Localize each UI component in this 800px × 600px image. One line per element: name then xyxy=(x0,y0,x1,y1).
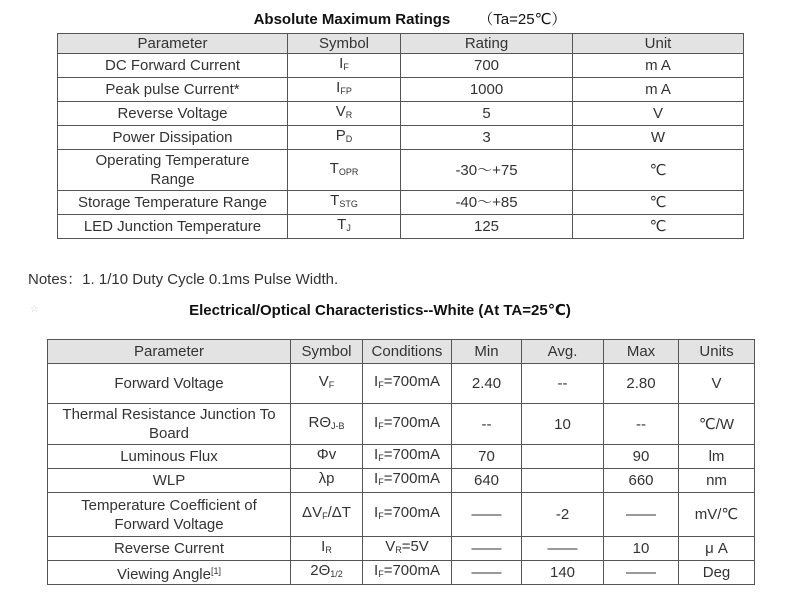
cell-avg: 140 xyxy=(522,561,604,585)
header-parameter: Parameter xyxy=(58,34,288,54)
decorative-star-icon: ☆ xyxy=(30,304,39,315)
table2-header-row xyxy=(48,340,755,364)
cell-parameter: Viewing Angle[1] xyxy=(48,561,291,585)
cell-conditions: $I_F=700mA$ xyxy=(363,364,452,404)
cell-avg: -2 xyxy=(522,493,604,537)
cell-conditions: $I_F=700mA$ xyxy=(363,469,452,493)
table1-title-text: Absolute Maximum Ratings xyxy=(253,11,451,28)
cell-conditions: $I_F=700mA$ xyxy=(363,404,452,445)
cell-max: —— xyxy=(604,493,679,537)
header-max: Max xyxy=(604,340,679,364)
cell-unit: ℃ xyxy=(573,150,744,191)
header-unit: Unit xyxy=(573,34,744,54)
cell-units: Deg xyxy=(679,561,755,585)
cell-symbol: $V_R$ xyxy=(288,102,401,126)
table-row xyxy=(48,561,755,585)
header-min: Min xyxy=(452,340,522,364)
cell-avg: 10 xyxy=(522,404,604,445)
cell-conditions: $I_F=700mA$ xyxy=(363,445,452,469)
electrical-optical-table xyxy=(47,339,755,585)
cell-units: V xyxy=(679,364,755,404)
cell-avg xyxy=(522,445,604,469)
cell-rating: 700 xyxy=(401,54,573,78)
absolute-max-ratings-table xyxy=(57,33,744,239)
cell-units: mV/℃ xyxy=(679,493,755,537)
cell-min: 640 xyxy=(452,469,522,493)
cell-unit: V xyxy=(573,102,744,126)
cell-symbol: Φv xyxy=(291,445,363,469)
table-row xyxy=(58,102,744,126)
table-row xyxy=(58,150,744,191)
cell-symbol: $I_R$ xyxy=(291,537,363,561)
table1-header-row xyxy=(58,34,744,54)
table-row xyxy=(58,126,744,150)
cell-max: 2.80 xyxy=(604,364,679,404)
table1-title-condition: （Ta=25℃） xyxy=(478,11,567,28)
table-row xyxy=(48,469,755,493)
cell-unit: ℃ xyxy=(573,191,744,215)
cell-symbol: $V_F$ xyxy=(291,364,363,404)
header-rating: Rating xyxy=(401,34,573,54)
cell-parameter: Forward Voltage xyxy=(48,364,291,404)
cell-parameter: Luminous Flux xyxy=(48,445,291,469)
cell-parameter: Reverse Current xyxy=(48,537,291,561)
cell-parameter: Temperature Coefficient of Forward Voltage xyxy=(48,493,291,537)
cell-parameter: Reverse Voltage xyxy=(58,102,288,126)
cell-max: -- xyxy=(604,404,679,445)
cell-symbol: $\Delta V_F/\Delta T$ xyxy=(291,493,363,537)
table-row xyxy=(58,215,744,239)
cell-symbol: $R\Theta_{J-B}$ xyxy=(291,404,363,445)
cell-parameter: LED Junction Temperature xyxy=(58,215,288,239)
cell-min: -- xyxy=(452,404,522,445)
cell-min: 70 xyxy=(452,445,522,469)
cell-rating: 1000 xyxy=(401,78,573,102)
cell-parameter: WLP xyxy=(48,469,291,493)
header-symbol: Symbol xyxy=(291,340,363,364)
cell-units: ℃/W xyxy=(679,404,755,445)
cell-unit: m A xyxy=(573,78,744,102)
cell-rating: 5 xyxy=(401,102,573,126)
cell-parameter: DC Forward Current xyxy=(58,54,288,78)
cell-units: μ A xyxy=(679,537,755,561)
header-parameter: Parameter xyxy=(48,340,291,364)
cell-symbol: λp xyxy=(291,469,363,493)
cell-max: 90 xyxy=(604,445,679,469)
table-row xyxy=(48,364,755,404)
cell-max: 660 xyxy=(604,469,679,493)
notes-text: Notes：1. 1/10 Duty Cycle 0.1ms Pulse Width. xyxy=(28,271,339,288)
header-units: Units xyxy=(679,340,755,364)
cell-units: nm xyxy=(679,469,755,493)
cell-max: —— xyxy=(604,561,679,585)
cell-symbol: $P_D$ xyxy=(288,126,401,150)
cell-units: lm xyxy=(679,445,755,469)
table-row xyxy=(48,537,755,561)
cell-rating: -40～+85 xyxy=(401,191,573,215)
cell-symbol: $T_{STG}$ xyxy=(288,191,401,215)
cell-parameter: Operating Temperature Range xyxy=(58,150,288,191)
table-row xyxy=(58,191,744,215)
cell-parameter: Peak pulse Current* xyxy=(58,78,288,102)
header-conditions: Conditions xyxy=(363,340,452,364)
cell-symbol: $I_{FP}$ xyxy=(288,78,401,102)
cell-symbol: $2\Theta_{1/2}$ xyxy=(291,561,363,585)
cell-parameter: Storage Temperature Range xyxy=(58,191,288,215)
cell-symbol: $T_J$ xyxy=(288,215,401,239)
table-row xyxy=(58,54,744,78)
cell-conditions: $V_R=5V$ xyxy=(363,537,452,561)
cell-conditions: $I_F=700mA$ xyxy=(363,493,452,537)
cell-min: 2.40 xyxy=(452,364,522,404)
cell-symbol: $T_{OPR}$ xyxy=(288,150,401,191)
cell-unit: ℃ xyxy=(573,215,744,239)
cell-rating: 3 xyxy=(401,126,573,150)
cell-max: 10 xyxy=(604,537,679,561)
cell-conditions: $I_F=700mA$ xyxy=(363,561,452,585)
cell-avg xyxy=(522,469,604,493)
cell-rating: -30～+75 xyxy=(401,150,573,191)
cell-avg: -- xyxy=(522,364,604,404)
header-symbol: Symbol xyxy=(288,34,401,54)
table1-title xyxy=(10,8,800,29)
table-row xyxy=(48,445,755,469)
table-row xyxy=(48,404,755,445)
cell-parameter: Thermal Resistance Junction To Board xyxy=(48,404,291,445)
table2-title: Electrical/Optical Characteristics--White (At TA=25℃) xyxy=(189,302,571,319)
cell-min: —— xyxy=(452,493,522,537)
header-avg: Avg. xyxy=(522,340,604,364)
cell-parameter: Power Dissipation xyxy=(58,126,288,150)
cell-unit: m A xyxy=(573,54,744,78)
cell-min: —— xyxy=(452,537,522,561)
cell-min: —— xyxy=(452,561,522,585)
cell-unit: W xyxy=(573,126,744,150)
cell-avg: —— xyxy=(522,537,604,561)
table-row xyxy=(58,78,744,102)
table-row xyxy=(48,493,755,537)
cell-rating: 125 xyxy=(401,215,573,239)
cell-symbol: $I_F$ xyxy=(288,54,401,78)
